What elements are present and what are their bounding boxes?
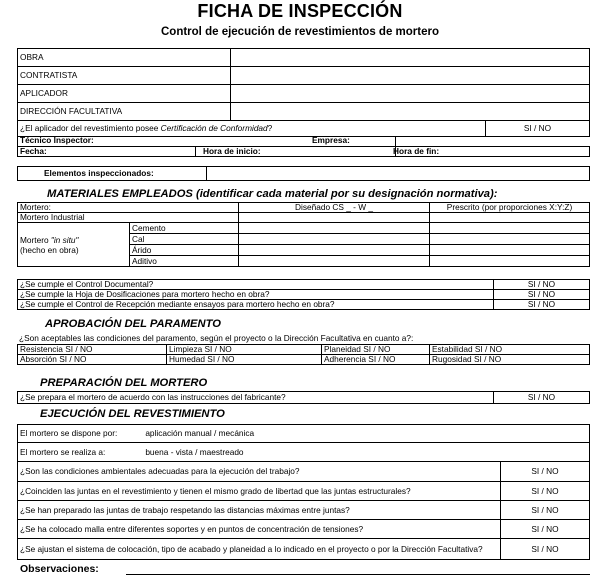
arido-prescrito-cell[interactable]	[430, 245, 590, 256]
observaciones-line[interactable]	[126, 574, 590, 575]
component-arido: Árido	[130, 245, 239, 256]
ejecucion-heading: EJECUCIÓN DEL REVESTIMIENTO	[40, 408, 225, 420]
absorcion-check[interactable]: Absorción SI / NO	[18, 355, 167, 365]
sistema-answer[interactable]: SI / NO	[501, 539, 590, 560]
preparacion-table	[17, 391, 590, 404]
controles-table	[17, 279, 590, 310]
realiza-row: El mortero se realiza a: buena - vista / maestreado	[18, 443, 590, 462]
juntas-question: ¿Coinciden las juntas en el revestimiento y tienen el mismo grado de libertad que las juntas estructurales?	[18, 482, 501, 501]
control-documental-answer[interactable]: SI / NO	[494, 280, 590, 290]
elementos-field[interactable]	[207, 167, 590, 181]
cemento-disenado-cell[interactable]	[239, 223, 430, 234]
component-aditivo: Aditivo	[130, 256, 239, 267]
malla-question: ¿Se ha colocado malla entre diferentes soportes y en puntos de concentración de tensiones?	[18, 520, 501, 539]
page-title: FICHA DE INSPECCIÓN	[197, 1, 403, 21]
hora-fin-label: Hora de fin:	[396, 146, 590, 156]
condiciones-answer[interactable]: SI / NO	[501, 462, 590, 482]
juntas-trabajo-answer[interactable]: SI / NO	[501, 501, 590, 520]
materiales-heading: MATERIALES EMPLEADOS (identificar cada material por su designación normativa):	[47, 188, 498, 200]
mortero-insitu-label: Mortero "in situ" (hecho en obra)	[18, 223, 130, 267]
limpieza-check[interactable]: Limpieza SI / NO	[167, 345, 322, 355]
observaciones-label: Observaciones:	[20, 563, 99, 575]
resistencia-check[interactable]: Resistencia SI / NO	[18, 345, 167, 355]
control-documental-question: ¿Se cumple el Control Documental?	[18, 280, 494, 290]
preparacion-question: ¿Se prepara el mortero de acuerdo con las instrucciones del fabricante?	[18, 392, 494, 404]
direccion-label: DIRECCIÓN FACULTATIVA	[18, 103, 231, 121]
aditivo-disenado-cell[interactable]	[239, 256, 430, 267]
certificacion-answer[interactable]: SI / NO	[486, 121, 590, 137]
realiza-value[interactable]: buena - vista / maestreado	[145, 446, 244, 457]
mortero-label: Mortero:	[18, 203, 239, 213]
mortero-industrial-label: Mortero Industrial	[18, 213, 239, 223]
general-data-table	[17, 48, 590, 137]
juntas-answer[interactable]: SI / NO	[501, 482, 590, 501]
humedad-check[interactable]: Humedad SI / NO	[167, 355, 322, 365]
paramento-heading: APROBACIÓN DEL PARAMENTO	[45, 318, 221, 330]
certificacion-question: ¿El aplicador del revestimiento posee Certificación de Conformidad?	[18, 121, 486, 137]
dispone-value[interactable]: aplicación manual / mecánica	[145, 428, 255, 438]
dispone-row: El mortero se dispone por: aplicación manual / mecánica	[18, 425, 590, 443]
cal-disenado-cell[interactable]	[239, 234, 430, 245]
fecha-label: Fecha:	[18, 146, 196, 156]
adherencia-check[interactable]: Adherencia SI / NO	[322, 355, 430, 365]
condiciones-question: ¿Son las condiciones ambientales adecuadas para la ejecución del trabajo?	[18, 462, 501, 482]
obra-label: OBRA	[18, 49, 231, 67]
juntas-trabajo-question: ¿Se han preparado las juntas de trabajo respetando las distancias máximas entre juntas?	[18, 501, 501, 520]
page-subtitle: Control de ejecución de revestimientos de mortero	[161, 26, 439, 38]
preparacion-answer[interactable]: SI / NO	[494, 392, 590, 404]
component-cal: Cal	[130, 234, 239, 245]
industrial-disenado-cell[interactable]	[239, 213, 430, 223]
elementos-label: Elementos inspeccionados:	[18, 167, 207, 181]
contratista-label: CONTRATISTA	[18, 67, 231, 85]
direccion-field[interactable]	[231, 103, 590, 121]
prescrito-header: Prescrito (por proporciones X:Y:Z)	[430, 203, 590, 213]
obra-field[interactable]	[231, 49, 590, 67]
arido-disenado-cell[interactable]	[239, 245, 430, 256]
tecnico-label: Técnico Inspector:	[18, 136, 396, 146]
cemento-prescrito-cell[interactable]	[430, 223, 590, 234]
planeidad-check[interactable]: Planeidad SI / NO	[322, 345, 430, 355]
malla-answer[interactable]: SI / NO	[501, 520, 590, 539]
preparacion-heading: PREPARACIÓN DEL MORTERO	[40, 377, 208, 389]
hoja-dosificaciones-question: ¿Se cumple la Hoja de Dosificaciones para mortero hecho en obra?	[18, 290, 494, 300]
ejecucion-table	[17, 424, 590, 560]
contratista-field[interactable]	[231, 67, 590, 85]
sistema-question: ¿Se ajustan el sistema de colocación, tipo de acabado y planeidad a lo indicado en el proyecto o por la Dirección Facultativa?	[18, 539, 501, 560]
industrial-prescrito-cell[interactable]	[430, 213, 590, 223]
aditivo-prescrito-cell[interactable]	[430, 256, 590, 267]
aplicador-field[interactable]	[231, 85, 590, 103]
inspector-table	[17, 136, 590, 157]
elementos-table	[17, 166, 590, 181]
control-recepcion-answer[interactable]: SI / NO	[494, 300, 590, 310]
control-recepcion-question: ¿Se cumple el Control de Recepción mediante ensayos para mortero hecho en obra?	[18, 300, 494, 310]
empresa-label: Empresa:	[396, 136, 590, 146]
hora-inicio-label: Hora de inicio:	[196, 146, 396, 156]
estabilidad-check[interactable]: Estabilidad SI / NO	[430, 345, 590, 355]
disenado-header: Diseñado CS _ - W _	[239, 203, 430, 213]
paramento-table	[17, 344, 590, 365]
component-cemento: Cemento	[130, 223, 239, 234]
aplicador-label: APLICADOR	[18, 85, 231, 103]
paramento-question: ¿Son aceptables las condiciones del paramento, según el proyecto o la Dirección Facultativa en cuanto a?:	[19, 333, 414, 343]
materiales-table	[17, 202, 590, 267]
hoja-dosificaciones-answer[interactable]: SI / NO	[494, 290, 590, 300]
cal-prescrito-cell[interactable]	[430, 234, 590, 245]
rugosidad-check[interactable]: Rugosidad SI / NO	[430, 355, 590, 365]
